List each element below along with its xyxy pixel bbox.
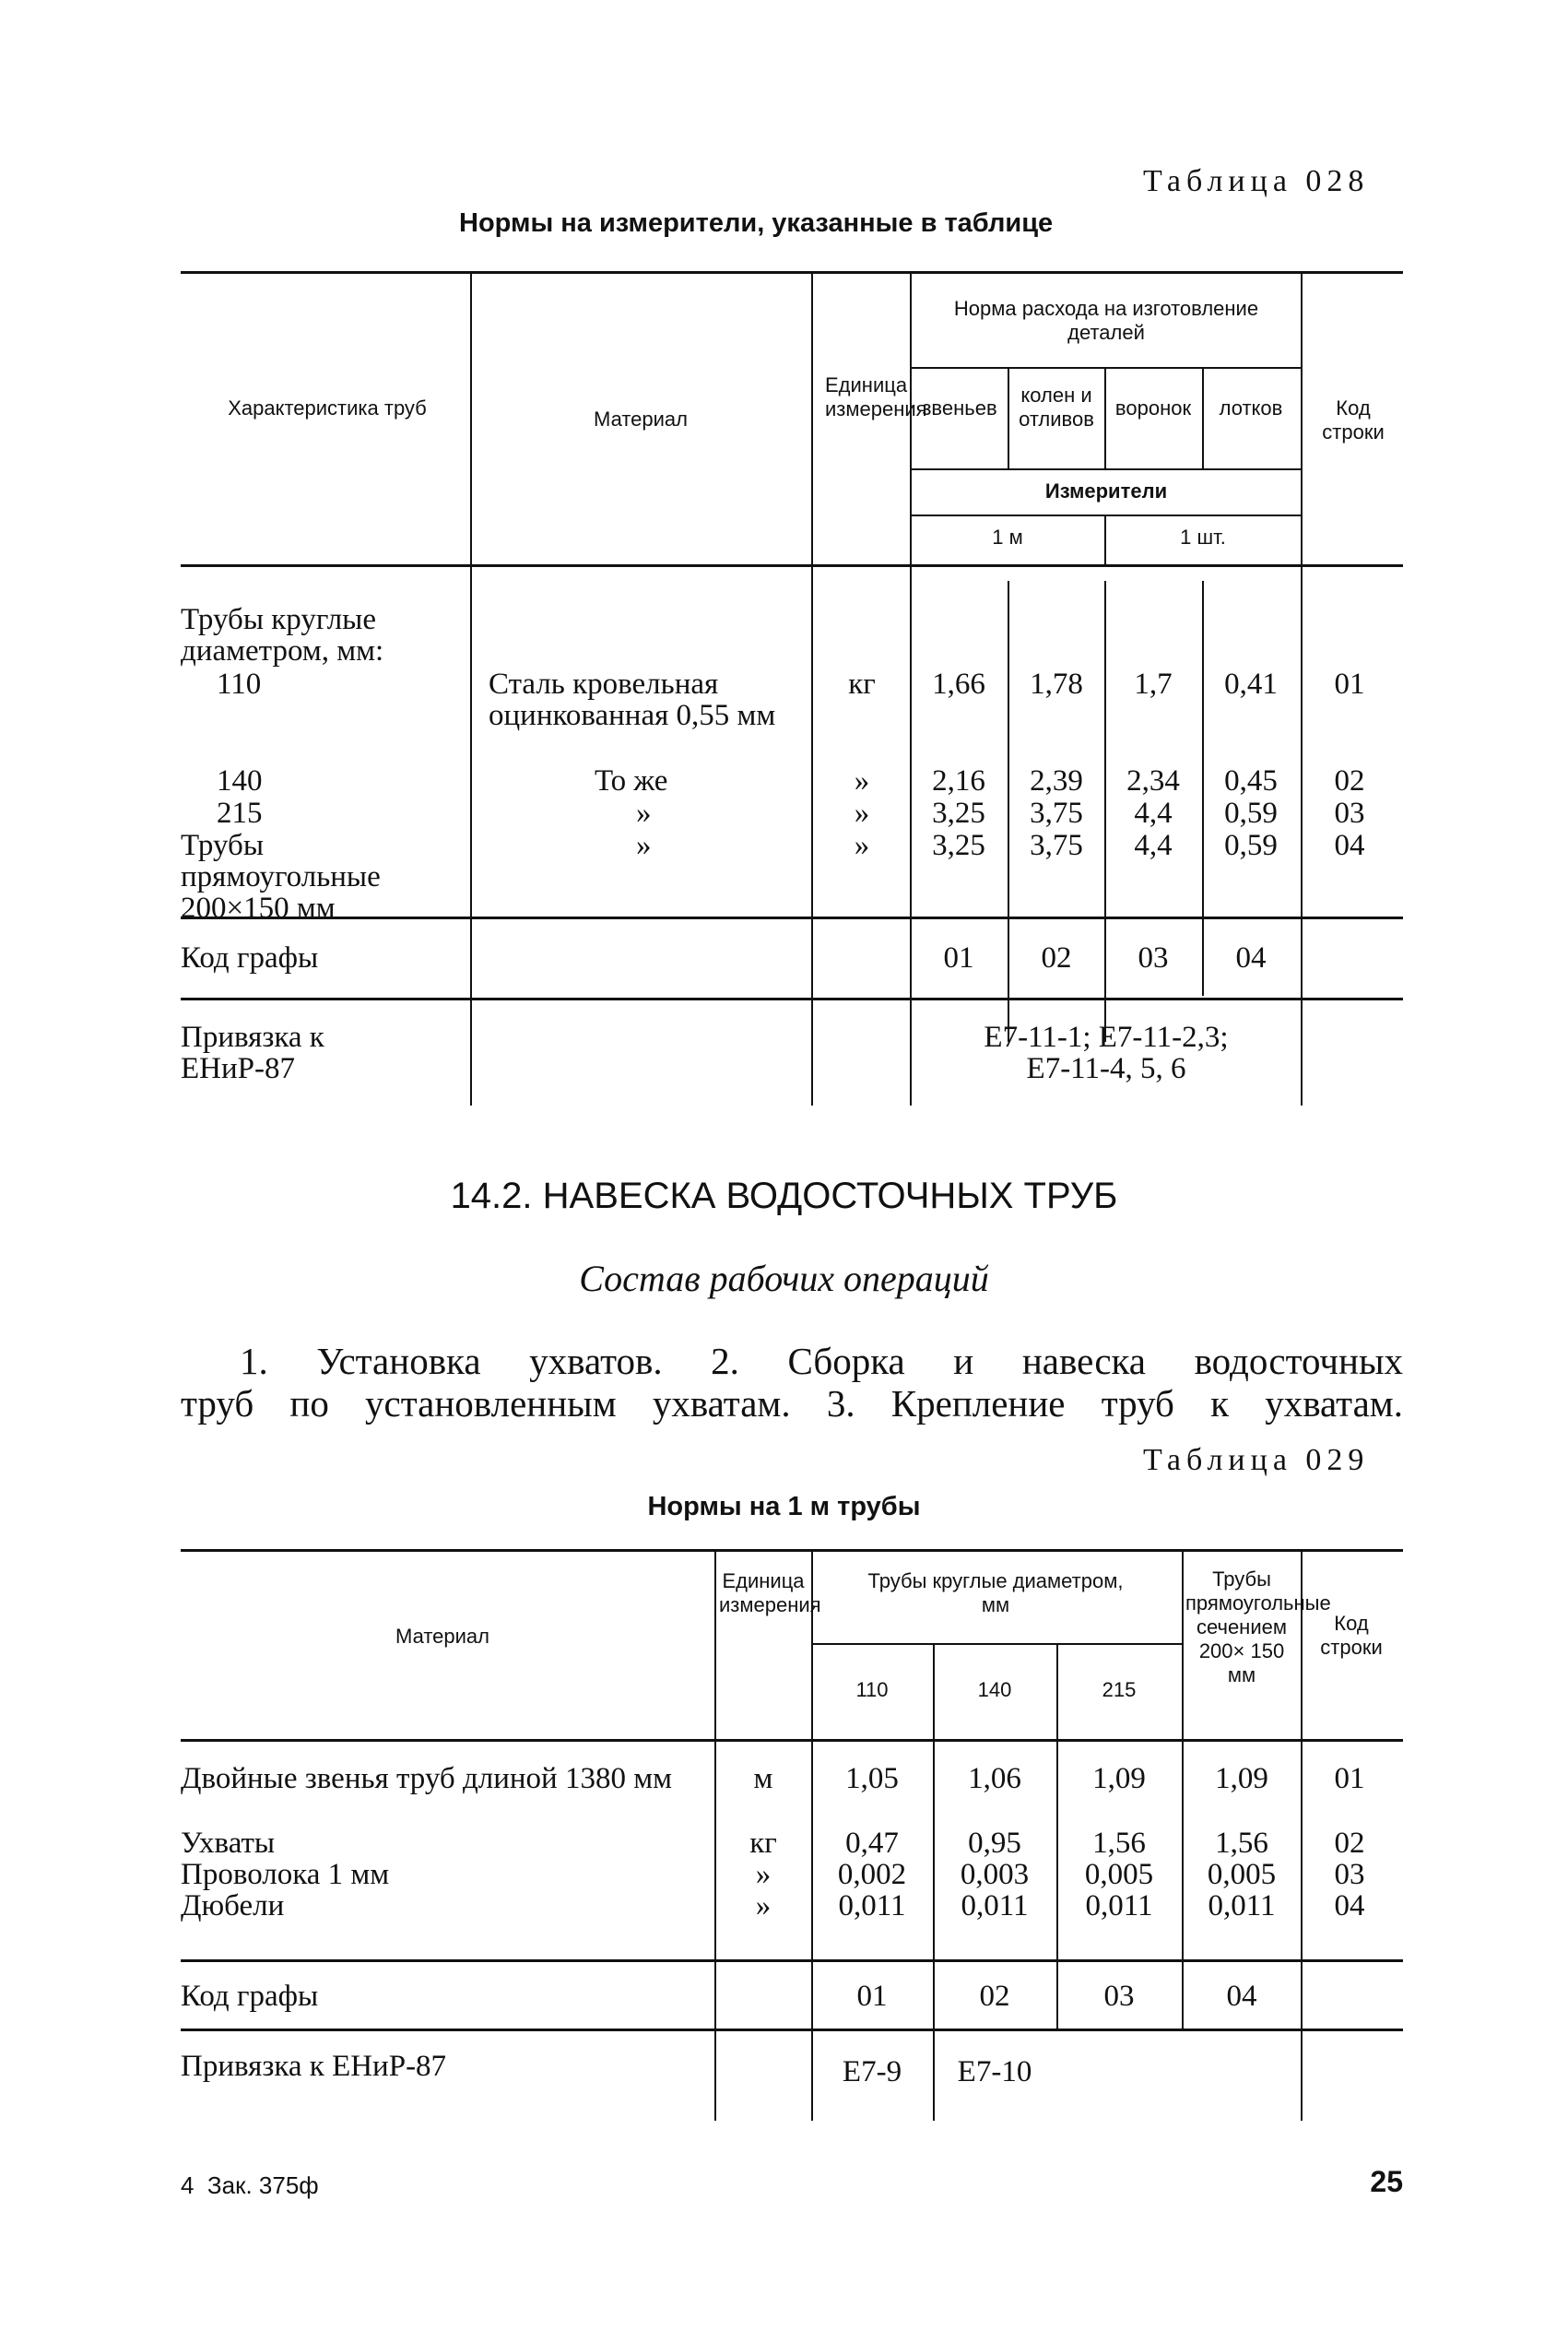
row-4-v3: 0,59 bbox=[1224, 829, 1278, 862]
row-4-unit: » bbox=[854, 829, 870, 862]
header-measures: Измерители bbox=[1044, 479, 1168, 503]
t29-row-3-v2: 0,011 bbox=[1085, 1889, 1153, 1922]
t29-header-d110: 110 bbox=[855, 1678, 889, 1701]
row-4-v2: 4,4 bbox=[1134, 829, 1173, 862]
t29-header-d215: 215 bbox=[1102, 1678, 1137, 1701]
row-4-v0: 3,25 bbox=[932, 829, 985, 862]
row-4-code: 04 bbox=[1334, 829, 1365, 862]
header-links: звеньев bbox=[922, 396, 997, 420]
t29-row-1-v1: 0,95 bbox=[968, 1827, 1021, 1860]
t29-graph-code-03: 03 bbox=[1103, 1980, 1135, 2013]
t29-row-0-material: Двойные звенья труб длиной 1380 мм bbox=[181, 1762, 672, 1795]
t29-header-unit: Единица измерения bbox=[719, 1569, 821, 1616]
t29-header-d140: 140 bbox=[977, 1678, 1012, 1701]
t29-row-2-v0: 0,002 bbox=[837, 1858, 907, 1891]
table-028-title: Нормы на измерители, указанные в таблице bbox=[459, 208, 1054, 238]
section-text-line1: 1. Установка ухватов. 2. Сборка и навеска водосточных bbox=[240, 1340, 1403, 1382]
t29-row-3-v3: 0,011 bbox=[1208, 1889, 1276, 1922]
row-2-char: 140 bbox=[217, 764, 263, 798]
row-2-v1: 2,39 bbox=[1030, 764, 1083, 798]
t29-graph-code-02: 02 bbox=[979, 1980, 1010, 2013]
t29-row-1-v0: 0,47 bbox=[845, 1827, 899, 1860]
t29-header-round: Трубы круглые диаметром, мм bbox=[867, 1569, 1124, 1616]
t29-row-2-code: 03 bbox=[1334, 1858, 1365, 1891]
header-per-pc: 1 шт. bbox=[1180, 526, 1226, 549]
t29-header-material: Материал bbox=[395, 1625, 489, 1648]
row-3-char: 215 bbox=[217, 797, 263, 830]
row-2-v3: 0,45 bbox=[1224, 764, 1278, 798]
t29-graph-code-label: Код графы bbox=[181, 1980, 319, 2013]
header-unit: Единица измерения bbox=[825, 373, 927, 420]
row-4-v1: 3,75 bbox=[1030, 829, 1083, 862]
row-3-unit: » bbox=[854, 797, 870, 830]
binding-label: Привязка к ЕНиР-87 bbox=[181, 1021, 324, 1085]
row-1-char: 110 bbox=[217, 668, 262, 701]
t29-row-1-v2: 1,56 bbox=[1092, 1827, 1146, 1860]
row-1-v2: 1,7 bbox=[1134, 668, 1173, 701]
row-1-v0: 1,66 bbox=[932, 668, 985, 701]
row-2-code: 02 bbox=[1334, 764, 1365, 798]
t29-row-1-v3: 1,56 bbox=[1215, 1827, 1268, 1860]
graph-code-04: 04 bbox=[1235, 941, 1267, 975]
t29-binding-value-1: Е7-9 bbox=[842, 2055, 902, 2088]
t29-row-0-v2: 1,09 bbox=[1092, 1762, 1146, 1795]
row-3-v3: 0,59 bbox=[1224, 797, 1278, 830]
t29-row-1-unit: кг bbox=[749, 1827, 777, 1860]
t29-row-0-v1: 1,06 bbox=[968, 1762, 1021, 1795]
t29-row-0-unit: м bbox=[753, 1762, 773, 1795]
binding-value-2: Е7-11-4, 5, 6 bbox=[1026, 1052, 1186, 1085]
graph-code-02: 02 bbox=[1041, 941, 1072, 975]
row-2-material: То же bbox=[595, 764, 668, 798]
row-0-char: Трубы круглые диаметром, мм: bbox=[181, 603, 384, 668]
row-3-v1: 3,75 bbox=[1030, 797, 1083, 830]
t29-header-rect: Трубы прямоугольные сечением 200× 150 мм bbox=[1185, 1567, 1331, 1686]
row-1-v3: 0,41 bbox=[1224, 668, 1278, 701]
graph-code-03: 03 bbox=[1138, 941, 1169, 975]
row-2-v0: 2,16 bbox=[932, 764, 985, 798]
graph-code-label: Код графы bbox=[181, 941, 319, 975]
row-1-code: 01 bbox=[1334, 668, 1365, 701]
table-029-title: Нормы на 1 м трубы bbox=[647, 1492, 921, 1521]
t29-row-3-v1: 0,011 bbox=[961, 1889, 1029, 1922]
footer-order: 4 Зак. 375ф bbox=[181, 2171, 319, 2199]
row-1-material: Сталь кровельная оцинкованная 0,55 мм bbox=[489, 668, 776, 732]
t29-row-2-unit: » bbox=[755, 1858, 772, 1891]
t29-binding-label: Привязка к ЕНиР-87 bbox=[181, 2050, 447, 2083]
row-4-material: » bbox=[636, 829, 652, 862]
t29-row-1-material: Ухваты bbox=[181, 1827, 276, 1860]
t29-header-row-code: Код строки bbox=[1320, 1612, 1383, 1659]
header-per-m: 1 м bbox=[992, 526, 1023, 549]
t29-row-3-unit: » bbox=[755, 1889, 772, 1922]
t29-row-3-code: 04 bbox=[1334, 1889, 1365, 1922]
t29-row-2-material: Проволока 1 мм bbox=[181, 1858, 390, 1891]
header-trays: лотков bbox=[1219, 396, 1283, 420]
header-material: Материал bbox=[594, 408, 688, 431]
t29-binding-value-2: Е7-10 bbox=[957, 2055, 1032, 2088]
graph-code-01: 01 bbox=[943, 941, 974, 975]
t29-row-0-v0: 1,05 bbox=[845, 1762, 899, 1795]
t29-row-0-v3: 1,09 bbox=[1215, 1762, 1268, 1795]
row-2-v2: 2,34 bbox=[1126, 764, 1180, 798]
t29-graph-code-04: 04 bbox=[1226, 1980, 1257, 2013]
row-3-v2: 4,4 bbox=[1134, 797, 1173, 830]
row-1-v1: 1,78 bbox=[1030, 668, 1083, 701]
t29-row-2-v2: 0,005 bbox=[1084, 1858, 1154, 1891]
row-4-char: Трубы прямоугольные 200×150 мм bbox=[181, 829, 381, 925]
t29-row-0-code: 01 bbox=[1334, 1762, 1365, 1795]
section-text-line2: труб по установленным ухватам. 3. Крепление труб к ухватам. bbox=[181, 1382, 1403, 1425]
t29-graph-code-01: 01 bbox=[856, 1980, 888, 2013]
table-029-label: Таблица 029 bbox=[1143, 1443, 1370, 1477]
section-heading: 14.2. НАВЕСКА ВОДОСТОЧНЫХ ТРУБ bbox=[450, 1176, 1118, 1216]
row-2-unit: » bbox=[854, 764, 870, 798]
t29-row-3-material: Дюбели bbox=[181, 1889, 285, 1922]
header-characteristic: Характеристика труб bbox=[228, 396, 427, 420]
page-number: 25 bbox=[1370, 2165, 1403, 2198]
t29-row-2-v3: 0,005 bbox=[1207, 1858, 1277, 1891]
t29-row-1-code: 02 bbox=[1334, 1827, 1365, 1860]
row-1-unit: кг bbox=[848, 668, 876, 701]
row-3-code: 03 bbox=[1334, 797, 1365, 830]
header-funnels: воронок bbox=[1114, 396, 1192, 420]
section-subheading: Состав рабочих операций bbox=[579, 1258, 989, 1299]
row-3-v0: 3,25 bbox=[932, 797, 985, 830]
header-elbows: колен и отливов bbox=[1019, 384, 1094, 431]
header-row-code: Код строки bbox=[1322, 396, 1385, 444]
t29-row-2-v1: 0,003 bbox=[960, 1858, 1030, 1891]
table-028-label: Таблица 028 bbox=[1143, 164, 1370, 198]
binding-value-1: Е7-11-1; Е7-11-2,3; bbox=[984, 1021, 1229, 1054]
t29-row-3-v0: 0,011 bbox=[838, 1889, 906, 1922]
header-norm-group: Норма расхода на изготовление деталей bbox=[953, 297, 1259, 344]
row-3-material: » bbox=[636, 797, 652, 830]
